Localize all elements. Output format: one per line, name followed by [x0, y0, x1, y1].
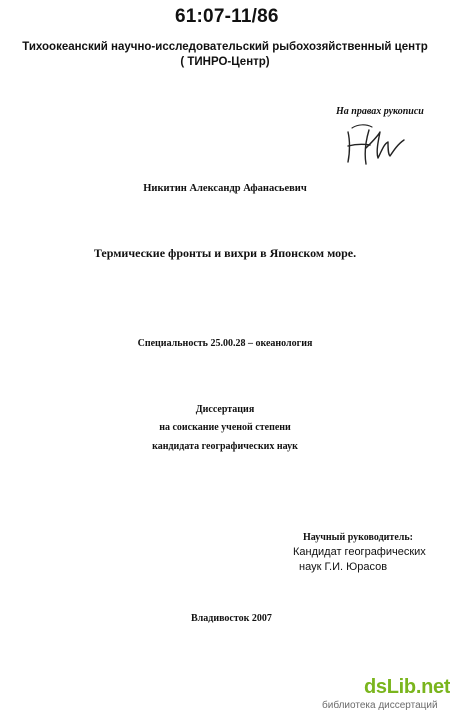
degree-purpose: на соискание ученой степени	[159, 422, 291, 433]
institution-name: Тихоокеанский научно-исследовательский рыбохозяйственный центр	[22, 41, 428, 53]
degree-type: Диссертация	[195, 404, 255, 415]
institution-abbreviation: ( ТИНРО-Центр)	[180, 56, 270, 68]
advisor-name: наук Г.И. Юрасов	[299, 561, 388, 573]
city-year: Владивосток 2007	[191, 613, 272, 624]
manuscript-rights-note: На правах рукописи	[336, 106, 424, 117]
dslib-watermark	[320, 676, 450, 716]
handwritten-signature	[342, 118, 412, 168]
watermark-logo: dsLib.net	[364, 676, 450, 698]
advisor-label: Научный руководитель:	[303, 532, 413, 543]
specialty-line: Специальность 25.00.28 – океанология	[137, 338, 313, 349]
advisor-degree: Кандидат географических	[293, 546, 426, 558]
author-name: Никитин Александр Афанасьевич	[143, 183, 307, 194]
document-code: 61:07-11/86	[175, 6, 279, 27]
degree-name: кандидата географических наук	[152, 441, 298, 452]
dissertation-title: Термические фронты и вихри в Японском море.	[93, 246, 357, 260]
watermark-subtitle: библиотека диссертаций	[322, 700, 438, 711]
